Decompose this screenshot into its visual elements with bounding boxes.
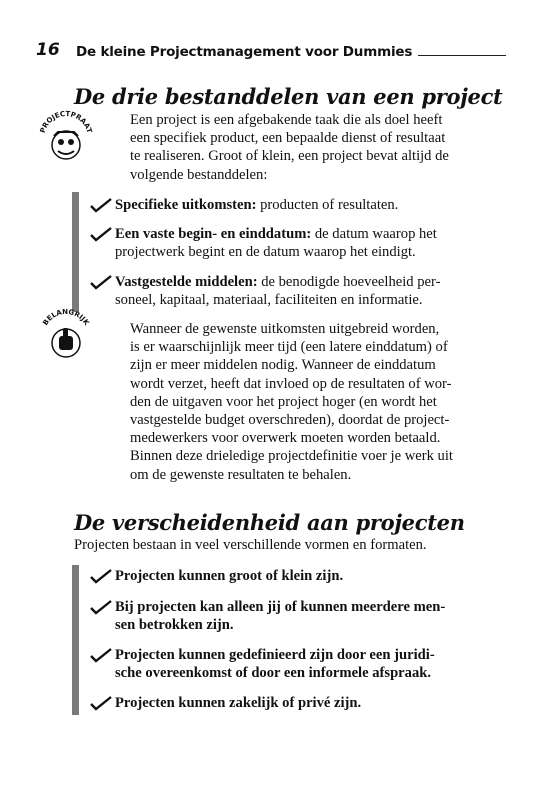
checkmark-icon <box>90 197 112 213</box>
important-note-paragraph: Wanneer de gewenste uitkomsten uitgebreid worden, is er waarschijnlijk meer tijd (een latere einddatum) of zijn er meer middelen nodig. Wanneer de einddatum wordt verzet, heeft dat invloed op de resultaten of wor- den de uitgaven voor het project hoger (en wordt het vastgestelde budget overschreden), doordat de project- medewerkers voor overwerk moeten worden betaald. Binnen deze drieledige projectdefinitie voer je werk uit om de gewenste resultaten te behalen. <box>130 321 453 483</box>
section-heading-components: De drie bestanddelen van een project <box>74 84 503 109</box>
checkmark-icon <box>90 274 112 290</box>
list-item: Projecten kunnen gedefinieerd zijn door een juridi- sche overeenkomst of door een informele afspraak. <box>115 646 435 682</box>
checkmark-icon <box>90 599 112 615</box>
checkmark-icon <box>90 568 112 584</box>
list-item: Projecten kunnen zakelijk of privé zijn. <box>115 694 361 712</box>
projectpraat-icon-label: PROJECTPRAAT <box>38 109 94 135</box>
checkmark-icon <box>90 695 112 711</box>
bullet-list-bar <box>72 565 79 715</box>
section-heading-variety: De verscheidenheid aan projecten <box>74 510 465 535</box>
belangrijk-icon <box>36 306 96 366</box>
checkmark-icon <box>90 226 112 242</box>
checkmark-icon <box>90 647 112 663</box>
list-item: Projecten kunnen groot of klein zijn. <box>115 567 343 585</box>
list-item: Bij projecten kan alleen jij of kunnen meerdere men- sen betrokken zijn. <box>115 598 445 634</box>
list-item: Een vaste begin- en einddatum: de datum waarop het projectwerk begint en de datum waarop het eindigt. <box>115 225 437 261</box>
svg-text:BELANGRIJK <box>41 308 91 327</box>
variety-intro: Projecten bestaan in veel verschillende vormen en formaten. <box>74 537 427 553</box>
bullet-list-bar <box>72 192 79 312</box>
list-item: Specifieke uitkomsten: producten of resultaten. <box>115 196 398 214</box>
header-rule <box>418 55 506 56</box>
running-header <box>36 36 506 60</box>
running-title: De kleine Projectmanagement voor Dummies <box>76 44 413 60</box>
belangrijk-icon-label: BELANGRIJK <box>41 307 91 327</box>
list-item: Vastgestelde middelen: de benodigde hoeveelheid per- soneel, kapitaal, materiaal, faciliteiten en informatie. <box>115 273 440 309</box>
page-number: 16 <box>36 40 60 60</box>
intro-paragraph: Een project is een afgebakende taak die als doel heeft een specifiek product, een bepaalde dienst of resultaat te realiseren. Groot of klein, een project bevat altijd de volgende bestanddelen: <box>130 112 449 183</box>
projectpraat-icon <box>36 108 96 168</box>
